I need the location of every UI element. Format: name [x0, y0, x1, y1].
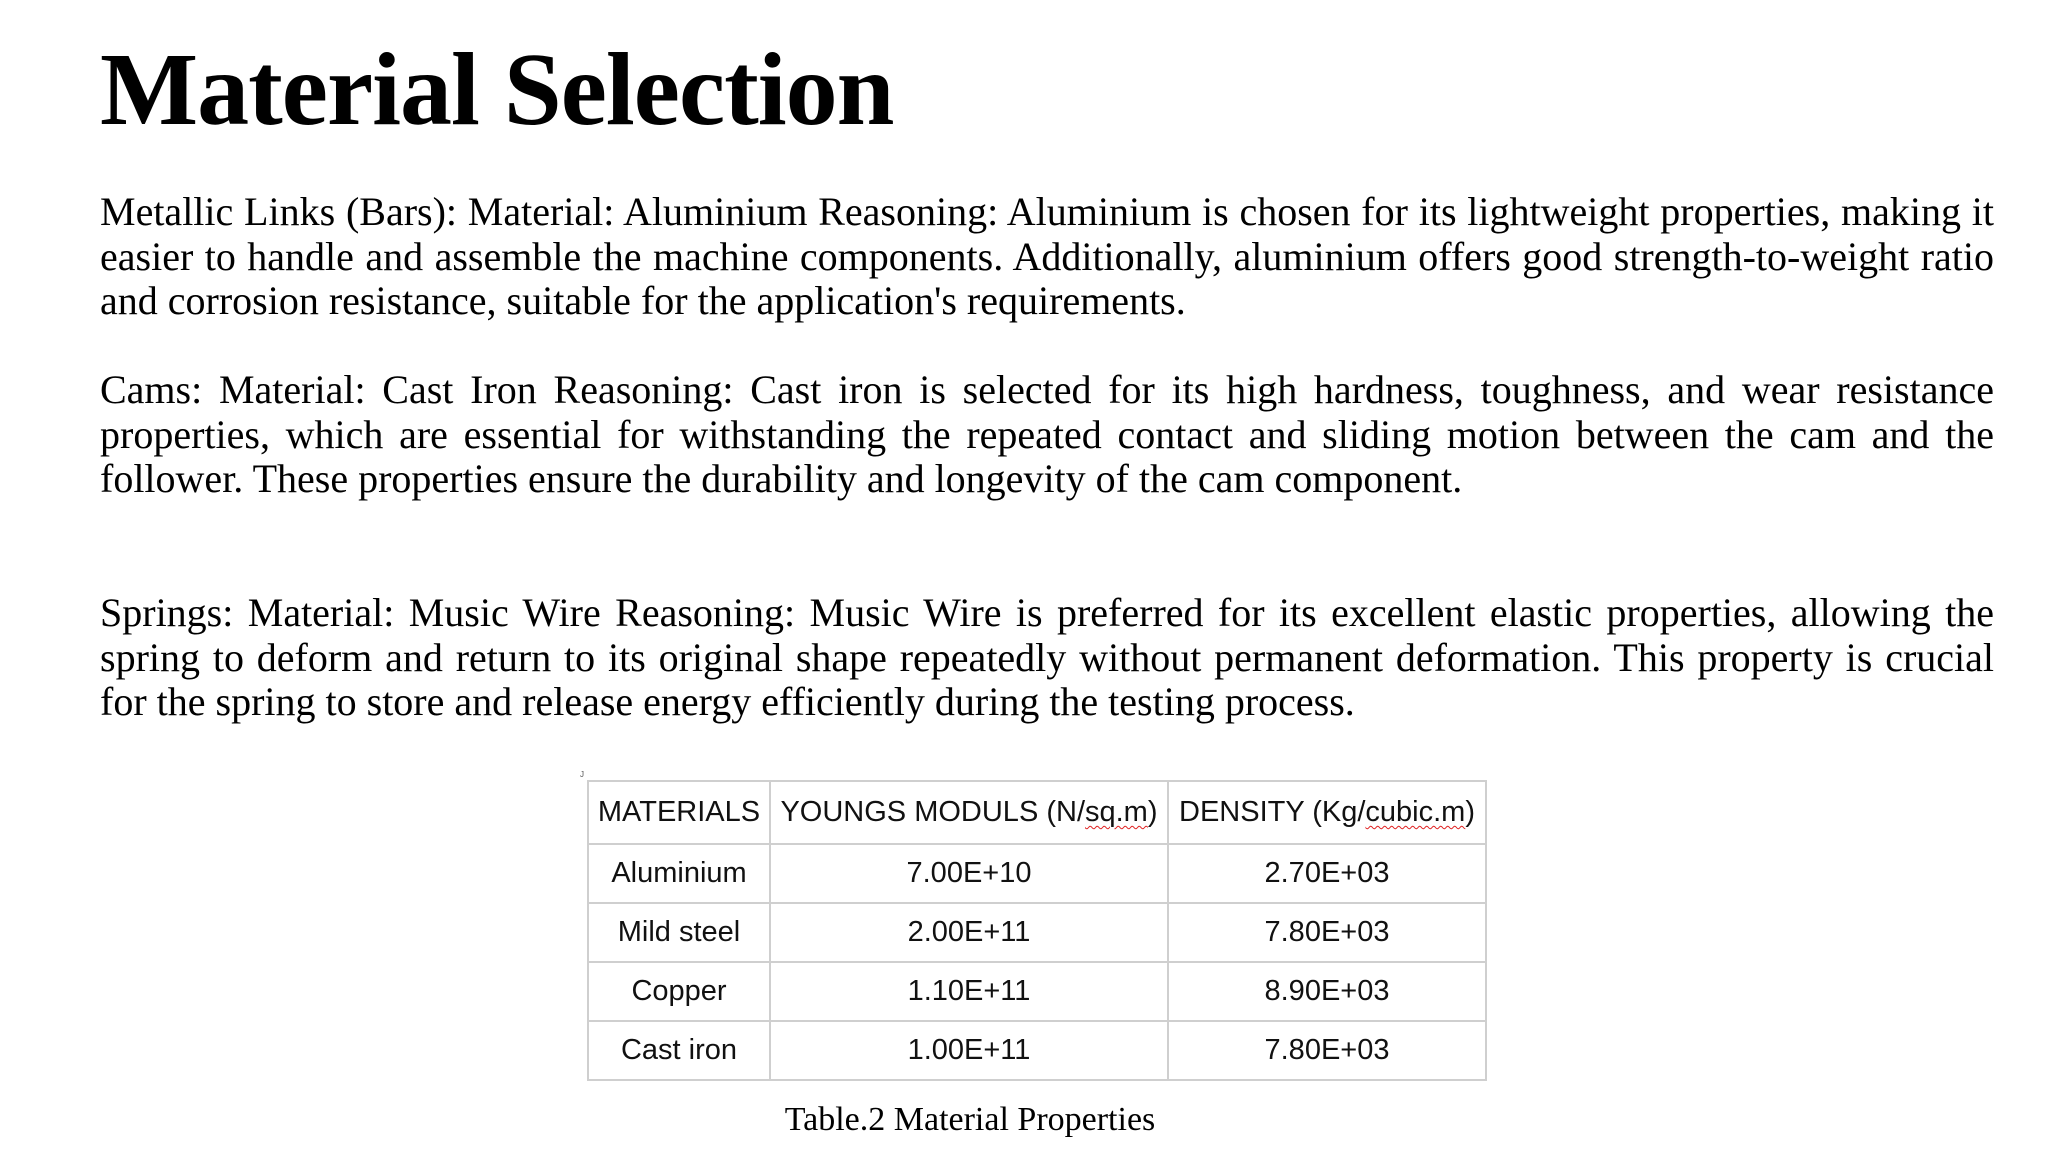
- paragraph-cams: Cams: Material: Cast Iron Reasoning: Cast iron is selected for its high hardness, toughness, and wear resistance properties, which are essential for withstanding the repeated contact and sliding motion between the cam and the follower. These properties ensure the durability and longevity of the cam component.: [100, 367, 1994, 501]
- cell-youngs: 1.10E+11: [770, 962, 1168, 1021]
- header-density-suffix: ): [1465, 796, 1475, 828]
- cell-density: 7.80E+03: [1168, 903, 1486, 962]
- table-anchor-mark: J: [580, 770, 584, 779]
- cell-youngs: 2.00E+11: [770, 903, 1168, 962]
- cell-density: 2.70E+03: [1168, 844, 1486, 903]
- paragraph-springs: Springs: Material: Music Wire Reasoning: Music Wire is preferred for its excellent elastic properties, allowing the spring to deform and return to its original shape repeatedly without permanent deformation. This property is crucial for the spring to store and release energy efficiently during the testing process.: [100, 590, 1994, 724]
- material-properties-table-wrap: [587, 780, 1487, 1081]
- table-row: [588, 844, 1486, 903]
- cell-material: Mild steel: [588, 903, 770, 962]
- cell-material: Copper: [588, 962, 770, 1021]
- header-youngs-modulus: [770, 781, 1168, 844]
- table-row: [588, 962, 1486, 1021]
- paragraph-metallic-links: Metallic Links (Bars): Material: Aluminium Reasoning: Aluminium is chosen for its lightweight properties, making it easier to handle and assemble the machine components. Additionally, aluminium offers good strength-to-weight ratio and corrosion resistance, suitable for the application's requirements.: [100, 189, 1994, 323]
- header-youngs-suffix: ): [1147, 796, 1158, 828]
- table-header-row: [588, 781, 1486, 844]
- header-density-unit: cubic.m: [1365, 796, 1466, 828]
- cell-material: Aluminium: [588, 844, 770, 903]
- header-materials: MATERIALS: [588, 781, 770, 844]
- table-row: [588, 1021, 1486, 1080]
- cell-material: Cast iron: [588, 1021, 770, 1080]
- header-youngs-prefix: YOUNGS MODULS (N/: [780, 796, 1085, 828]
- table-caption: [0, 1100, 1940, 1141]
- page-title: Material Selection: [100, 32, 894, 147]
- header-youngs-unit: sq.m: [1085, 796, 1148, 828]
- cell-youngs: 1.00E+11: [770, 1021, 1168, 1080]
- cell-density: 7.80E+03: [1168, 1021, 1486, 1080]
- header-density: [1168, 781, 1486, 844]
- cell-youngs: 7.00E+10: [770, 844, 1168, 903]
- table-row: [588, 903, 1486, 962]
- header-density-prefix: DENSITY (Kg/: [1179, 796, 1366, 828]
- cell-density: 8.90E+03: [1168, 962, 1486, 1021]
- table-caption-text: Table.2 Material Properties: [784, 1101, 1156, 1138]
- material-properties-table: [587, 780, 1487, 1081]
